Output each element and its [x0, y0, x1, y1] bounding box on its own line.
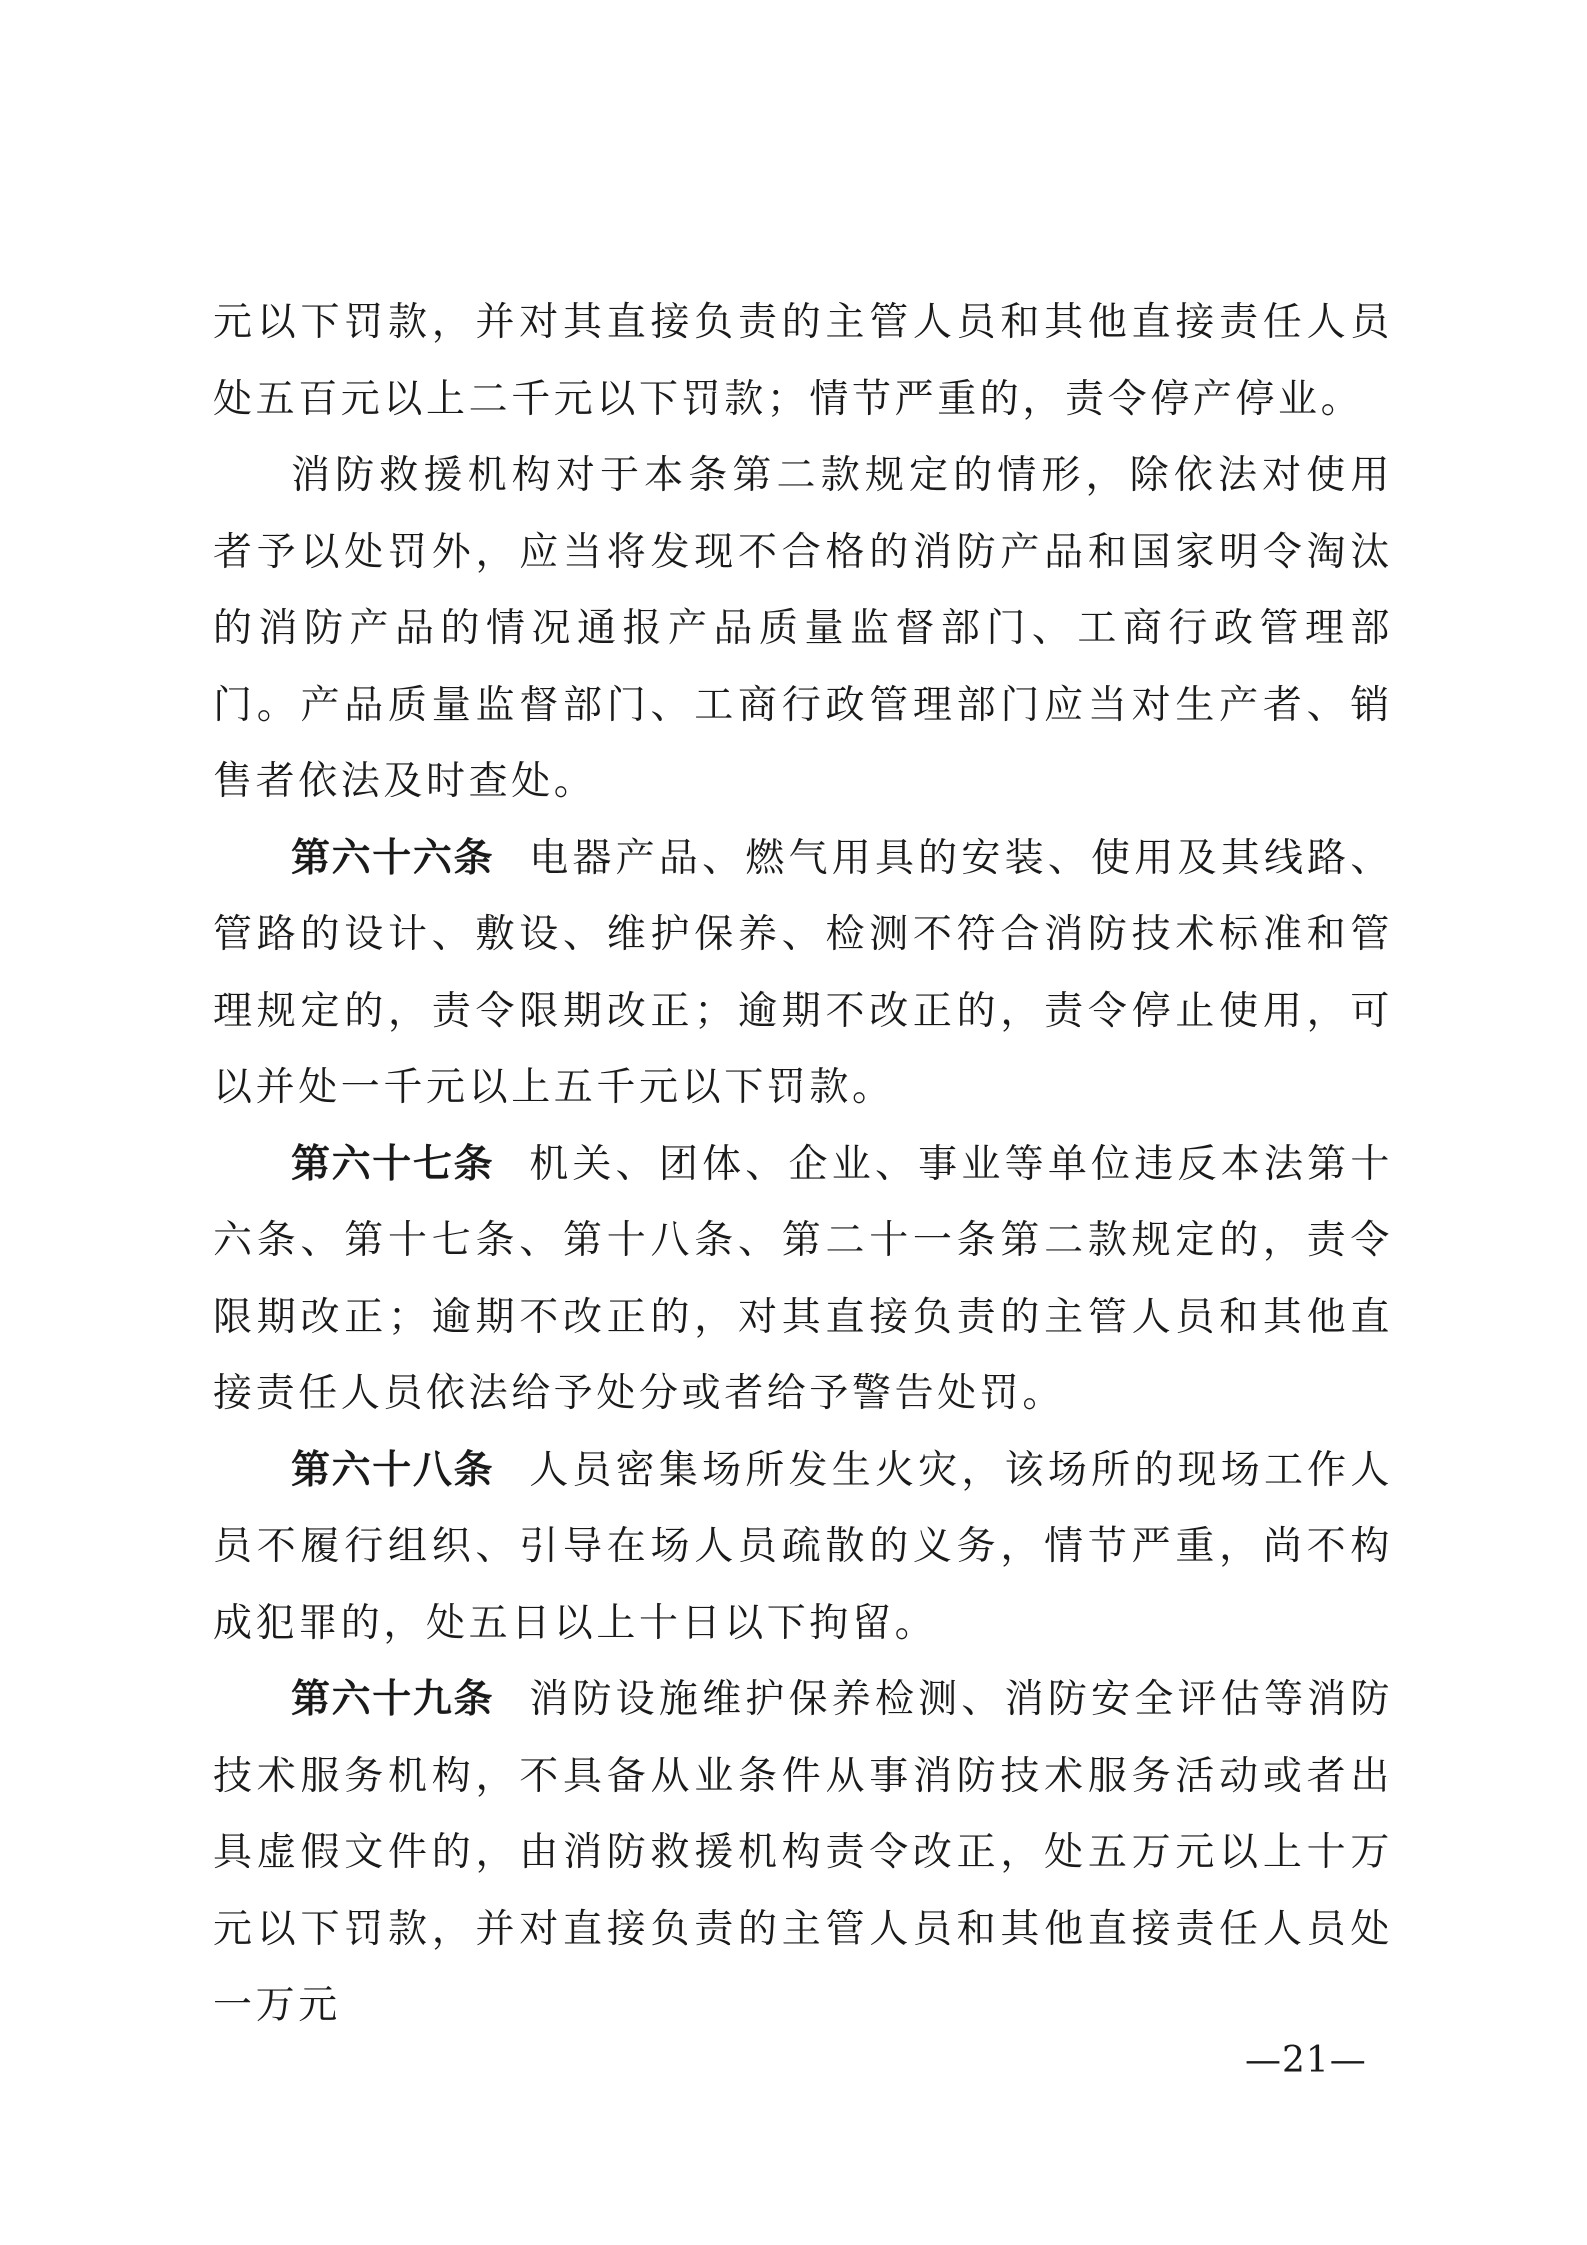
article-67-text: 机关、团体、企业、事业等单位违反本法第十六条、第十七条、第十八条、第二十一条第二款规定的，责令限期改正；逾期不改正的，对其直接负责的主管人员和其他直接责任人员依法给予处分或者给予警告处罚。	[213, 1141, 1393, 1416]
article-66-text: 电器产品、燃气用具的安装、使用及其线路、管路的设计、敷设、维护保养、检测不符合消防技术标准和管理规定的，责令限期改正；逾期不改正的，责令停止使用，可以并处一千元以上五千元以下罚款。	[213, 835, 1393, 1110]
article-69-title: 第六十九条	[291, 1677, 495, 1722]
article-67	[213, 1127, 1393, 1433]
paragraph-text: 元以下罚款，并对其直接负责的主管人员和其他直接责任人员处五百元以上二千元以下罚款；情节严重的，责令停产停业。	[213, 300, 1393, 422]
article-67-title: 第六十七条	[291, 1141, 495, 1187]
document-body	[213, 285, 1393, 2045]
paragraph-penalty-continued	[213, 285, 1393, 438]
article-66-title: 第六十六条	[291, 835, 495, 881]
article-68-title: 第六十八条	[291, 1447, 495, 1493]
article-68-text: 人员密集场所发生火灾，该场所的现场工作人员不履行组织、引导在场人员疏散的义务，情节严重，尚不构成犯罪的，处五日以上十日以下拘留。	[213, 1447, 1393, 1646]
paragraph-fire-rescue-notice	[213, 438, 1393, 821]
paragraph-text: 消防救援机构对于本条第二款规定的情形，除依法对使用者予以处罚外，应当将发现不合格的消防产品和国家明令淘汰的消防产品的情况通报产品质量监督部门、工商行政管理部门。产品质量监督部门、工商行政管理部门应当对生产者、销售者依法及时查处。	[213, 453, 1393, 804]
article-68	[213, 1433, 1393, 1663]
page-number: —21—	[1245, 2040, 1367, 2081]
article-66	[213, 821, 1393, 1127]
article-69	[213, 1662, 1393, 2045]
article-69-text: 消防设施维护保养检测、消防安全评估等消防技术服务机构，不具备从业条件从事消防技术服务活动或者出具虚假文件的，由消防救援机构责令改正，处五万元以上十万元以下罚款，并对直接负责的主管人员和其他直接责任人员处一万元	[213, 1677, 1393, 2028]
